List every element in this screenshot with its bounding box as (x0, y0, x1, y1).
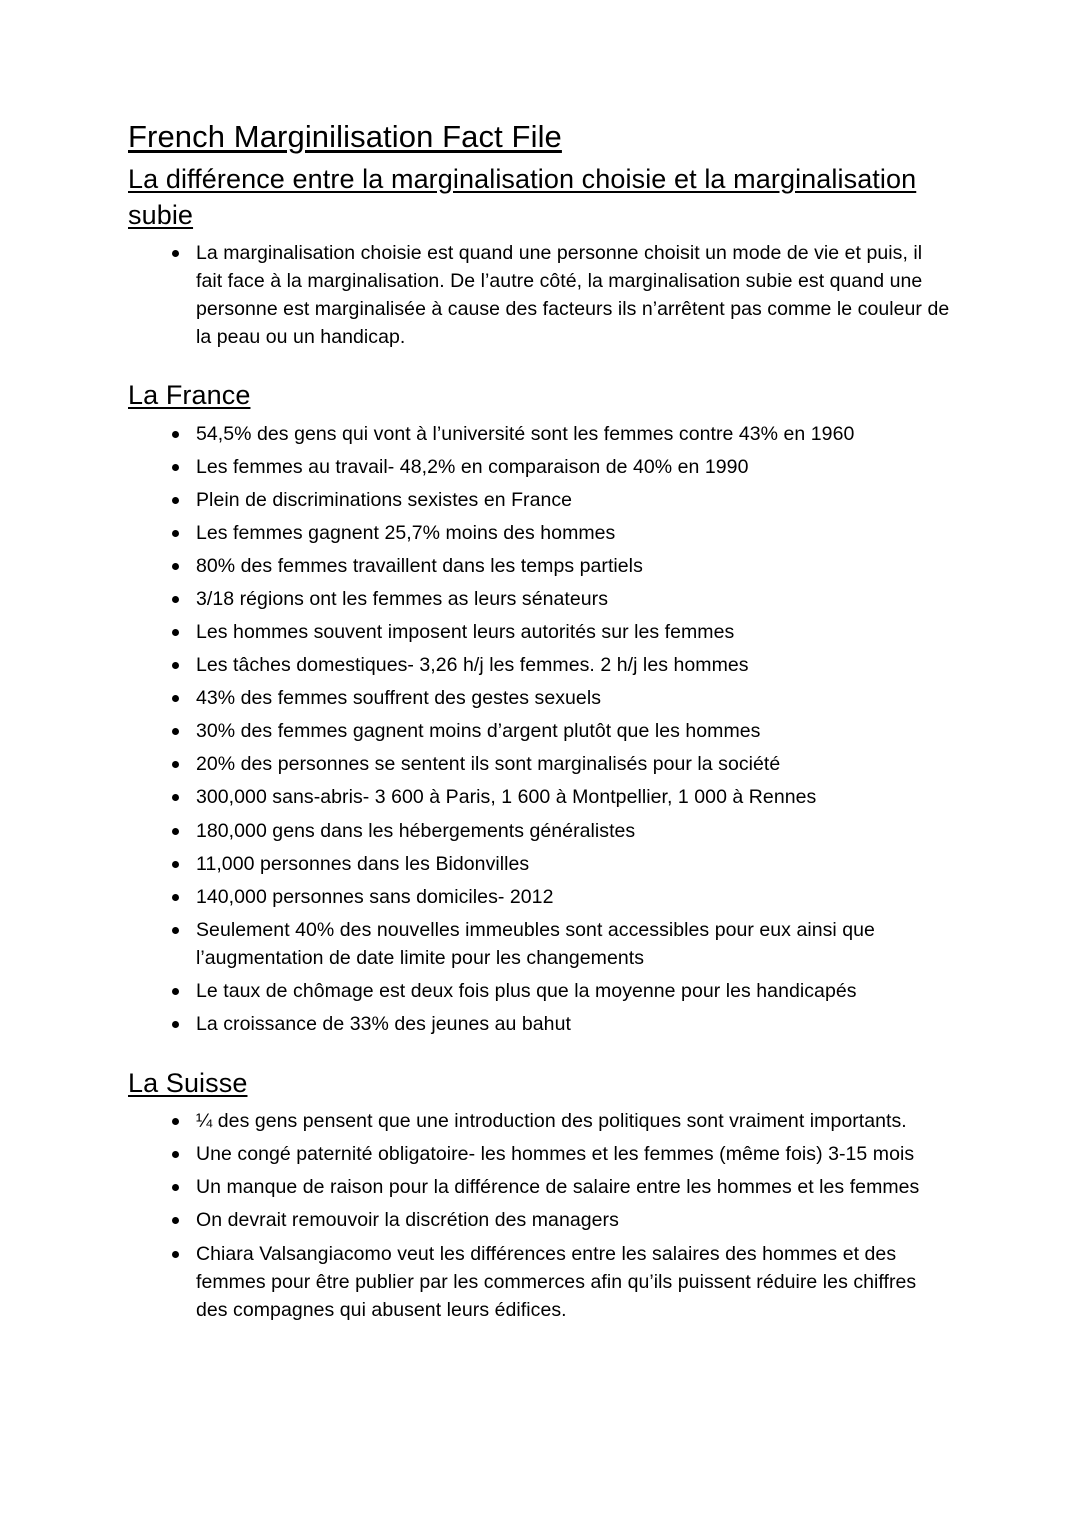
list-item: On devrait remouvoir la discrétion des managers (166, 1206, 952, 1234)
list-item: Les femmes au travail- 48,2% en comparaison de 40% en 1990 (166, 453, 952, 481)
suisse-bullet-list (128, 1107, 952, 1324)
page-title: French Marginilisation Fact File (128, 119, 562, 154)
section-spacer (128, 1043, 952, 1057)
list-item: Une congé paternité obligatoire- les hommes et les femmes (même fois) 3-15 mois (166, 1140, 952, 1168)
list-item: Un manque de raison pour la différence de salaire entre les hommes et les femmes (166, 1173, 952, 1201)
list-item: Le taux de chômage est deux fois plus que la moyenne pour les handicapés (166, 977, 952, 1005)
list-item: Les tâches domestiques- 3,26 h/j les femmes. 2 h/j les hommes (166, 651, 952, 679)
list-item: 54,5% des gens qui vont à l’université sont les femmes contre 43% en 1960 (166, 420, 952, 448)
list-item: La croissance de 33% des jeunes au bahut (166, 1010, 952, 1038)
list-item: 180,000 gens dans les hébergements généralistes (166, 817, 952, 845)
list-item: 43% des femmes souffrent des gestes sexuels (166, 684, 952, 712)
section-heading-la-suisse: La Suisse (128, 1068, 248, 1099)
section-heading-difference: La différence entre la marginalisation choisie et la marginalisation subie (128, 163, 917, 230)
list-item: Chiara Valsangiacomo veut les différences entre les salaires des hommes et des femmes pour être publier par les commerces afin qu’ils puissent réduire les chiffres des compagnes qui abusent leurs édifices. (166, 1240, 952, 1324)
list-item: ¼ des gens pensent que une introduction des politiques sont vraiment importants. (166, 1107, 952, 1135)
list-item: 3/18 régions ont les femmes as leurs sénateurs (166, 585, 952, 613)
list-item: 30% des femmes gagnent moins d’argent plutôt que les hommes (166, 717, 952, 745)
list-item: Plein de discriminations sexistes en France (166, 486, 952, 514)
france-bullet-list (128, 420, 952, 1038)
list-item: La marginalisation choisie est quand une personne choisit un mode de vie et puis, il fait face à la marginalisation. De l’autre côté, la marginalisation subie est quand une personne est marginalisée à cause des facteurs ils n’arrêtent pas comme le couleur de la peau ou un handicap. (166, 239, 952, 351)
list-item: 300,000 sans-abris- 3 600 à Paris, 1 600 à Montpellier, 1 000 à Rennes (166, 783, 952, 811)
list-item: Les femmes gagnent 25,7% moins des hommes (166, 519, 952, 547)
list-item: 140,000 personnes sans domiciles- 2012 (166, 883, 952, 911)
list-item: 80% des femmes travaillent dans les temps partiels (166, 552, 952, 580)
list-item: 20% des personnes se sentent ils sont marginalisés pour la société (166, 750, 952, 778)
list-item: Seulement 40% des nouvelles immeubles sont accessibles pour eux ainsi que l’augmentation de date limite pour les changements (166, 916, 952, 972)
list-item: 11,000 personnes dans les Bidonvilles (166, 850, 952, 878)
difference-bullet-list (128, 239, 952, 351)
list-item: Les hommes souvent imposent leurs autorités sur les femmes (166, 618, 952, 646)
section-heading-la-france: La France (128, 380, 251, 411)
